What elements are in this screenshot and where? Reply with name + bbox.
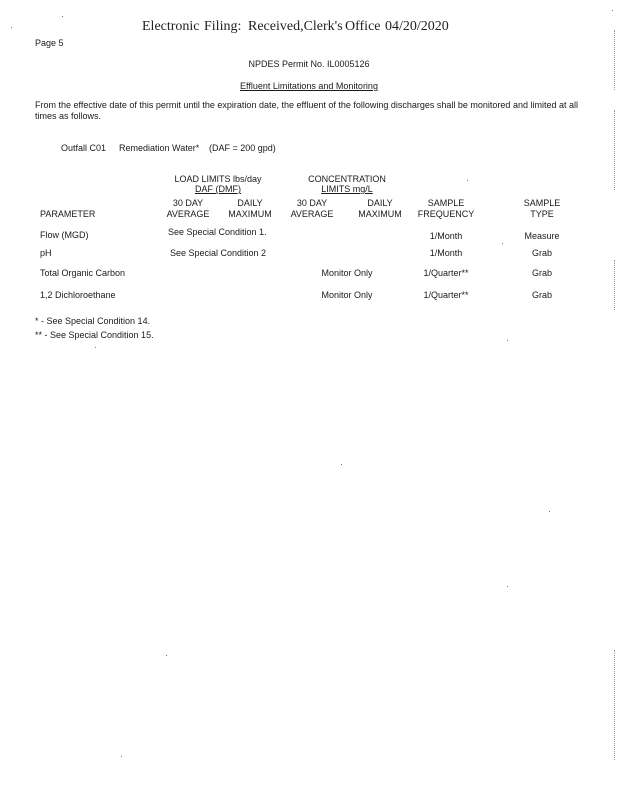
stamp-received: Received,Clerk's — [248, 19, 343, 34]
col-parameter: PARAMETER — [40, 209, 96, 219]
permit-number: NPDES Permit No. IL0005126 — [248, 59, 370, 69]
row-frequency: 1/Quarter** — [423, 290, 469, 300]
row-type: Measure — [524, 231, 560, 241]
row-parameter: pH — [40, 248, 52, 258]
row-parameter: Total Organic Carbon — [40, 268, 126, 278]
footnote-1: * - See Special Condition 14. — [35, 316, 151, 326]
row-frequency: 1/Quarter** — [423, 268, 469, 278]
row-load: See Special Condition 2 — [170, 248, 267, 258]
stamp-office: Office — [345, 19, 381, 34]
row-type: Grab — [531, 248, 552, 258]
footnote-2: ** - See Special Condition 15. — [35, 330, 154, 340]
col-load-30day: 30 DAY AVERAGE — [166, 198, 210, 219]
row-parameter: 1,2 Dichloroethane — [40, 290, 116, 300]
stamp-electronic: Electronic — [142, 19, 200, 34]
section-title: Effluent Limitations and Monitoring — [240, 81, 378, 91]
col-sample-type: SAMPLE TYPE — [523, 198, 561, 219]
row-concentration: Monitor Only — [321, 290, 373, 300]
stamp-filing: Filing: — [204, 19, 242, 34]
row-frequency: 1/Month — [429, 231, 463, 241]
col-load-daily: DAILY MAXIMUM — [228, 198, 272, 219]
col-sample-frequency: SAMPLE FREQUENCY — [417, 198, 475, 219]
intro-paragraph: From the effective date of this permit until the expiration date, the effluent of the following discharges shall be monitored and limited at all times as follows. — [35, 100, 578, 121]
outfall-label: Outfall C01 — [61, 143, 107, 153]
row-type: Grab — [531, 290, 552, 300]
load-limits-title: LOAD LIMITS lbs/day — [174, 174, 262, 184]
row-concentration: Monitor Only — [321, 268, 373, 278]
concentration-subtitle: LIMITS mg/L — [321, 184, 373, 194]
concentration-title: CONCENTRATION — [308, 174, 386, 184]
outfall-name: Remediation Water* — [119, 143, 200, 153]
outfall-daf: (DAF = 200 gpd) — [209, 143, 276, 153]
row-parameter: Flow (MGD) — [40, 230, 89, 240]
load-limits-subtitle: DAF (DMF) — [195, 184, 241, 194]
page-number: Page 5 — [35, 38, 64, 48]
col-conc-30day: 30 DAY AVERAGE — [290, 198, 334, 219]
stamp-date: 04/20/2020 — [385, 19, 449, 34]
row-load: See Special Condition 1. — [168, 227, 267, 237]
col-conc-daily: DAILY MAXIMUM — [358, 198, 402, 219]
row-type: Grab — [531, 268, 552, 278]
row-frequency: 1/Month — [429, 248, 463, 258]
